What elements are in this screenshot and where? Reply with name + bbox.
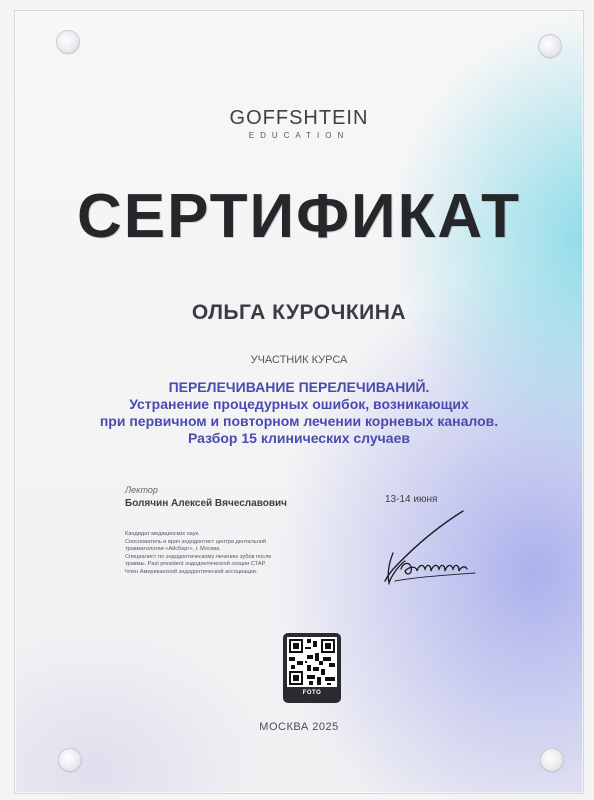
qr-code-badge[interactable] <box>283 633 341 703</box>
credential-line: Член Американской эндодонтической ассоциации. <box>125 568 258 575</box>
credential-line: Кандидат медицинских наук. <box>125 531 200 537</box>
brand-tagline: EDUCATION <box>248 131 350 140</box>
qr-code[interactable] <box>287 637 337 687</box>
lecturer-name: Болячин Алексей Вячеславович <box>125 498 287 509</box>
course-line: при первичном и повторном лечении корневых каналов. <box>99 413 499 429</box>
mount-hole-bottom-right <box>541 749 563 771</box>
course-line: Разбор 15 клинических случаев <box>188 430 410 446</box>
certificate-title: СЕРТИФИКАТ <box>77 182 521 251</box>
mount-hole-top-right <box>539 35 561 57</box>
credential-line: травматологии «Айсберг», г. Москва. <box>125 546 221 553</box>
course-date: 13-14 июня <box>385 494 438 505</box>
brand-logo: GOFFSHTEIN <box>229 107 369 129</box>
mount-hole-top-left <box>57 31 79 53</box>
course-line: Устранение процедурных ошибок, возникающих <box>129 396 469 412</box>
course-title <box>15 379 583 447</box>
credential-line: Сооснователь и врач эндодонтист центра дентальной <box>125 538 267 545</box>
lecturer-label: Лектор <box>125 485 158 495</box>
recipient-name: ОЛЬГА КУРОЧКИНА <box>191 301 407 324</box>
mount-hole-bottom-left <box>59 749 81 771</box>
certificate-sheet <box>14 10 584 794</box>
footer-city-year: МОСКВА 2025 <box>259 721 339 733</box>
lecturer-signature <box>367 507 487 597</box>
credential-line: травмы. Past president эндодонтической секции СТАР. <box>125 561 266 568</box>
course-line: ПЕРЕЛЕЧИВАНИЕ ПЕРЕЛЕЧИВАНИЙ. <box>168 379 430 395</box>
qr-code-icon <box>287 637 337 687</box>
lecturer-credentials <box>125 531 315 577</box>
qr-label: FOTO <box>302 690 322 696</box>
participant-role: УЧАСТНИК КУРСА <box>250 354 348 366</box>
credential-line: Специалист по эндодонтическому лечению зубов после <box>125 553 272 560</box>
